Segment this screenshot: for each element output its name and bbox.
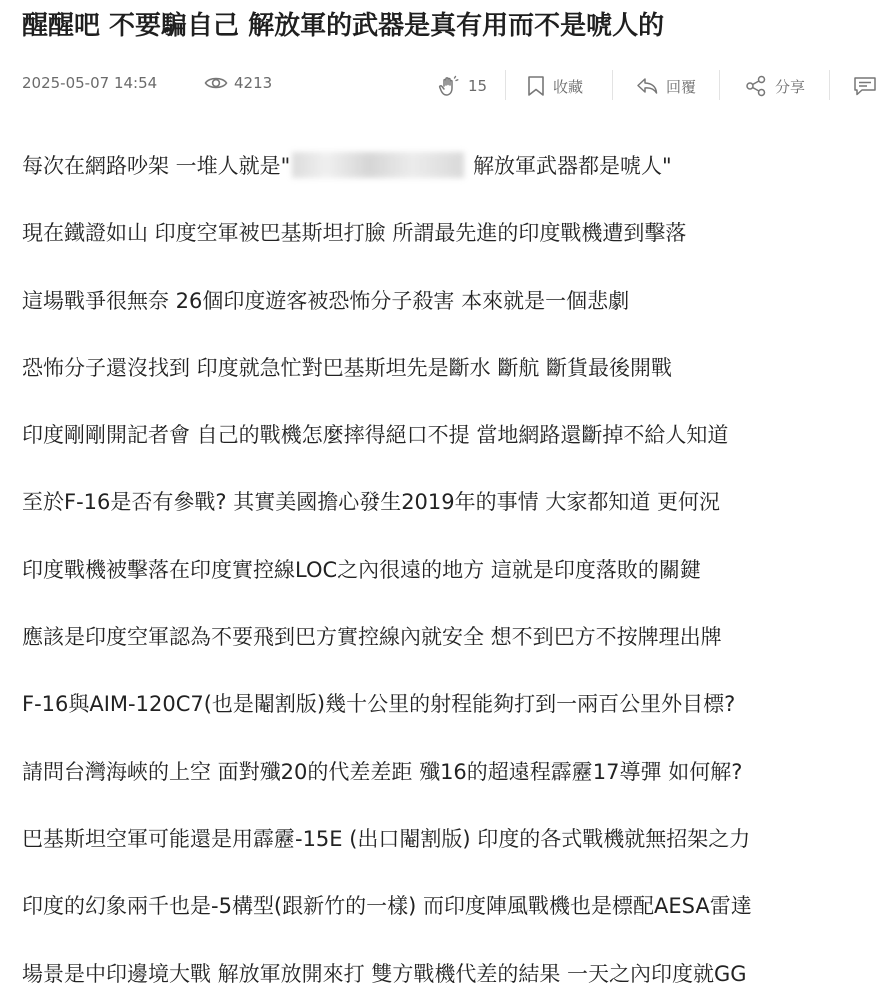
body-line: 巴基斯坦空軍可能還是用霹靂-15E (出口閹割版) 印度的各式戰機就無招架之力 <box>22 826 751 851</box>
comment-button[interactable] <box>852 72 878 100</box>
body-line-text: 每次在網路吵架 一堆人就是" <box>22 154 291 178</box>
share-icon <box>745 75 767 97</box>
reply-label: 回覆 <box>666 77 697 96</box>
bookmark-icon <box>527 75 545 97</box>
body-line: 請問台灣海峽的上空 面對殲20的代差差距 殲16的超遠程霹靂17導彈 如何解? <box>22 759 743 784</box>
post-body <box>22 140 872 1007</box>
comment-bubble-icon <box>852 75 878 97</box>
divider <box>719 70 720 100</box>
body-line: 恐怖分子還沒找到 印度就急忙對巴基斯坦先是斷水 斷航 斷貨最後開戰 <box>22 355 673 380</box>
body-line: 印度的幻象兩千也是-5構型(跟新竹的一樣) 而印度陣風戰機也是標配AESA雷達 <box>22 894 752 919</box>
body-line: 至於F-16是否有參戰? 其實美國擔心發生2019年的事情 大家都知道 更何況 <box>22 490 720 515</box>
body-line: 印度剛剛開記者會 自己的戰機怎麼摔得絕口不提 當地網路還斷掉不給人知道 <box>22 423 729 448</box>
body-line: F-16與AIM-120C7(也是閹割版)幾十公里的射程能夠打到一兩百公里外目標? <box>22 692 736 717</box>
favorite-button[interactable] <box>527 72 583 100</box>
post-title: 醒醒吧 不要騙自己 解放軍的武器是真有用而不是唬人的 <box>22 11 665 41</box>
reply-button[interactable] <box>636 72 696 100</box>
divider <box>829 70 830 100</box>
body-line: 印度戰機被擊落在印度實控線LOC之內很遠的地方 這就是印度落敗的關鍵 <box>22 557 701 582</box>
post-date: 2025-05-07 14:54 <box>22 74 158 92</box>
body-line-text: 解放軍武器都是唬人" <box>466 154 672 178</box>
view-count-value: 4213 <box>234 74 273 92</box>
share-label: 分享 <box>775 77 806 96</box>
divider <box>612 70 613 100</box>
view-count <box>204 74 272 92</box>
post-meta-bar <box>0 66 881 106</box>
body-line: 場景是中印邊境大戰 解放軍放開來打 雙方戰機代差的結果 一天之內印度就GG <box>22 961 747 986</box>
share-button[interactable] <box>745 72 805 100</box>
blurred-redaction <box>292 152 464 178</box>
body-line: 現在鐵證如山 印度空軍被巴基斯坦打臉 所謂最先進的印度戰機遭到擊落 <box>22 221 687 246</box>
eye-icon <box>204 75 228 91</box>
favorite-label: 收藏 <box>553 77 584 96</box>
body-line <box>22 140 872 207</box>
body-line: 應該是印度空軍認為不要飛到巴方實控線內就安全 想不到巴方不按牌理出牌 <box>22 625 722 650</box>
like-button[interactable] <box>438 72 487 100</box>
reply-arrow-icon <box>636 76 658 96</box>
body-line: 這場戰爭很無奈 26個印度遊客被恐怖分子殺害 本來就是一個悲劇 <box>22 288 630 313</box>
like-count: 15 <box>468 77 488 95</box>
divider <box>505 70 506 100</box>
clap-hand-icon <box>438 75 460 97</box>
